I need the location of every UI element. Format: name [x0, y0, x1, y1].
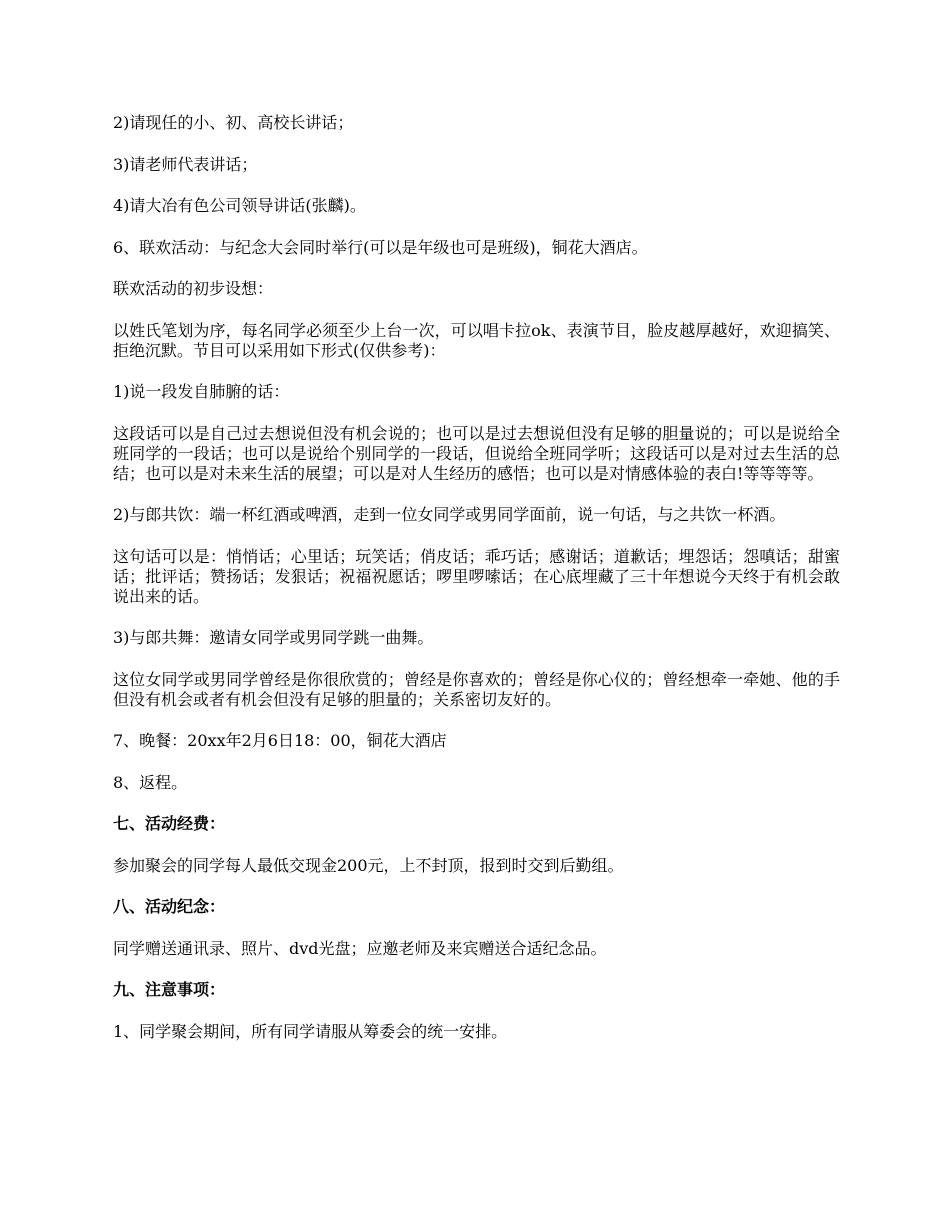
document-page	[113, 113, 840, 1063]
section-item-return: 8、返程。	[113, 772, 188, 792]
activity-souvenir-text: 同学赠送通讯录、照片、dvd光盘；应邀老师及来宾赠送合适纪念品。	[113, 938, 607, 958]
program-item-toast-detail: 这句话可以是：悄悄话；心里话；玩笑话；俏皮话；乖巧话；感谢话；道歉话；埋怨话；怨嗔话；甜蜜话；批评话；赞扬话；发狠话；祝福祝愿话；啰里啰嗦话；在心底埋藏了三十年想说今天终于有机会敢说出来的话。	[113, 546, 840, 606]
heading-activity-souvenir: 八、活动纪念：	[113, 897, 226, 916]
program-item-dance: 3)与郎共舞：邀请女同学或男同学跳一曲舞。	[113, 628, 434, 647]
heading-activity-funds: 七、活动经费：	[113, 814, 226, 833]
agenda-item-teacher-speech: 3)请老师代表讲话；	[113, 154, 258, 174]
program-item-speech: 1)说一段发自肺腑的话：	[113, 382, 290, 401]
section-item-dinner: 7、晚餐：20xx年2月6日18：00，铜花大酒店	[113, 731, 447, 750]
activity-funds-text: 参加聚会的同学每人最低交现金200元，上不封顶，报到时交到后勤组。	[113, 855, 624, 875]
program-item-speech-detail: 这段话可以是自己过去想说但没有机会说的；也可以是过去想说但没有足够的胆量说的；可以是说给全班同学的一段话；也可以是说给个别同学的一段话，但说给全班同学听；这段话可以是对过去生活的总结；也可以是对未来生活的展望；可以是对人生经历的感悟；也可以是对情感体验的表白!等等等等。	[113, 423, 840, 483]
heading-notes: 九、注意事项：	[113, 980, 226, 999]
program-item-dance-detail: 这位女同学或男同学曾经是你很欣赏的；曾经是你喜欢的；曾经是你心仪的；曾经想牵一牵她、他的手但没有机会或者有机会但没有足够的胆量的；关系密切友好的。	[113, 669, 840, 709]
program-item-toast: 2)与郎共饮：端一杯红酒或啤酒，走到一位女同学或男同学面前，说一句话，与之共饮一杯酒。	[113, 505, 786, 524]
notes-item-1: 1、同学聚会期间，所有同学请服从筹委会的统一安排。	[113, 1021, 508, 1041]
section-item-party-activity: 6、联欢活动：与纪念大会同时举行(可以是年级也可是班级)，铜花大酒店。	[113, 237, 648, 257]
party-plan-intro: 联欢活动的初步设想：	[113, 279, 274, 298]
agenda-item-principals-speech: 2)请现任的小、初、高校长讲话；	[113, 113, 354, 132]
agenda-item-company-leader-speech: 4)请大冶有色公司领导讲话(张麟)。	[113, 196, 366, 215]
party-plan-description: 以姓氏笔划为序，每名同学必须至少上台一次，可以唱卡拉ok、表演节目，脸皮越厚越好，欢迎搞笑、拒绝沉默。节目可以采用如下形式(仅供参考)：	[113, 320, 840, 360]
